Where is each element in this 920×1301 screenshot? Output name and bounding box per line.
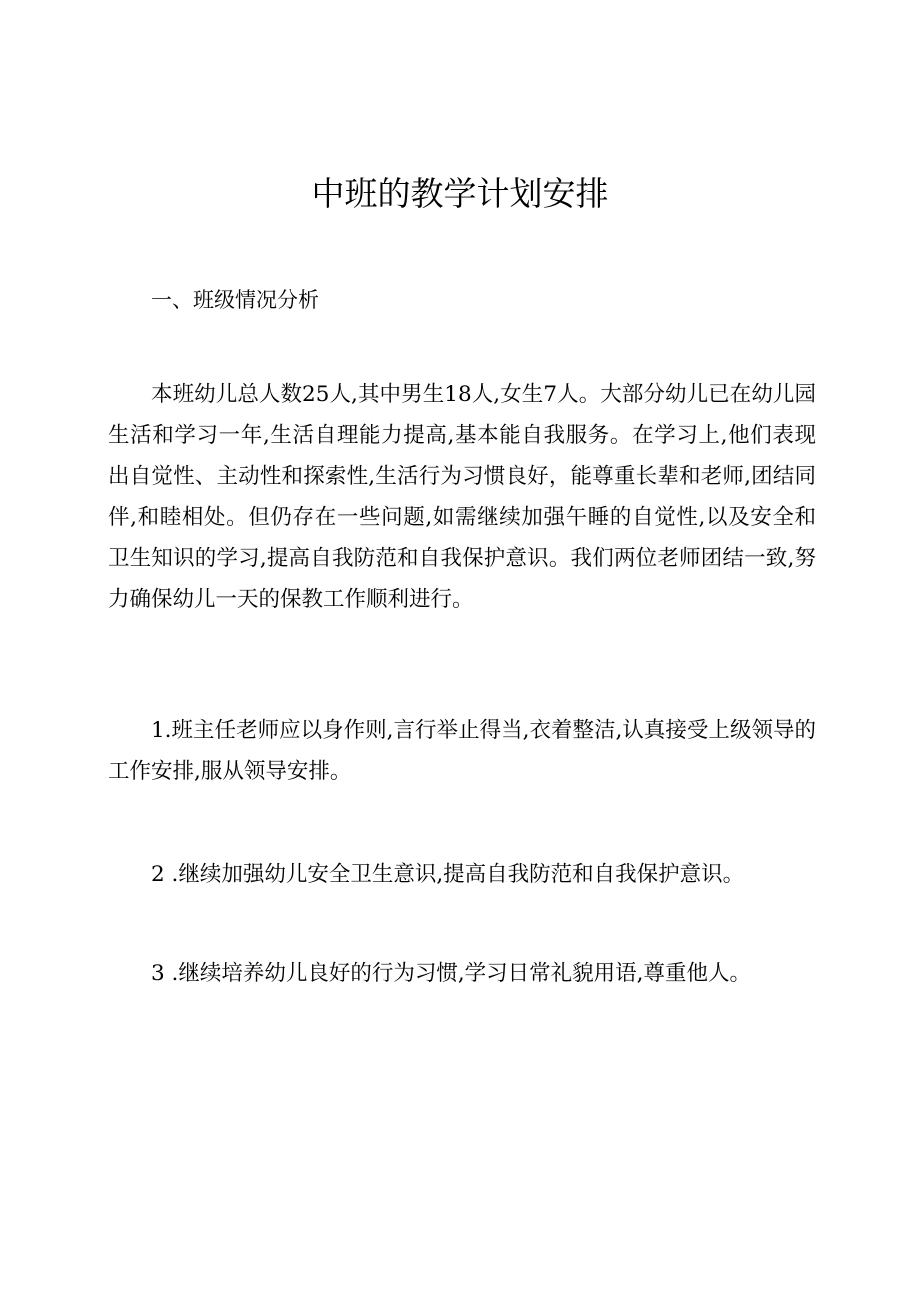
paragraph-class-analysis: 本班幼儿总人数25人,其中男生18人,女生7人。大部分幼儿已在幼儿园生活和学习一年,生活自理能力提高,基本能自我服务。在学习上,他们表现出自觉性、主动性和探索性,生活行为习惯良好，能尊重长辈和老师,团结同伴,和睦相处。但仍存在一些问题,如需继续加强午睡的自觉性,以及安全和卫生知识的学习,提高自我防范和自我保护意识。我们两位老师团结一致,努力确保幼儿一天的保教工作顺利进行。 [108,382,816,612]
section-heading: 一、班级情况分析 [151,288,319,312]
list-item-1: 1.班主任老师应以身作则,言行举止得当,衣着整洁,认真接受上级领导的工作安排,服从领导安排。 [108,718,816,784]
list-item-2: 2 .继续加强幼儿安全卫生意识,提高自我防范和自我保护意识。 [151,862,745,887]
list-item-3: 3 .继续培养幼儿良好的行为习惯,学习日常礼貌用语,尊重他人。 [151,961,752,986]
document-title: 中班的教学计划安排 [311,174,609,213]
